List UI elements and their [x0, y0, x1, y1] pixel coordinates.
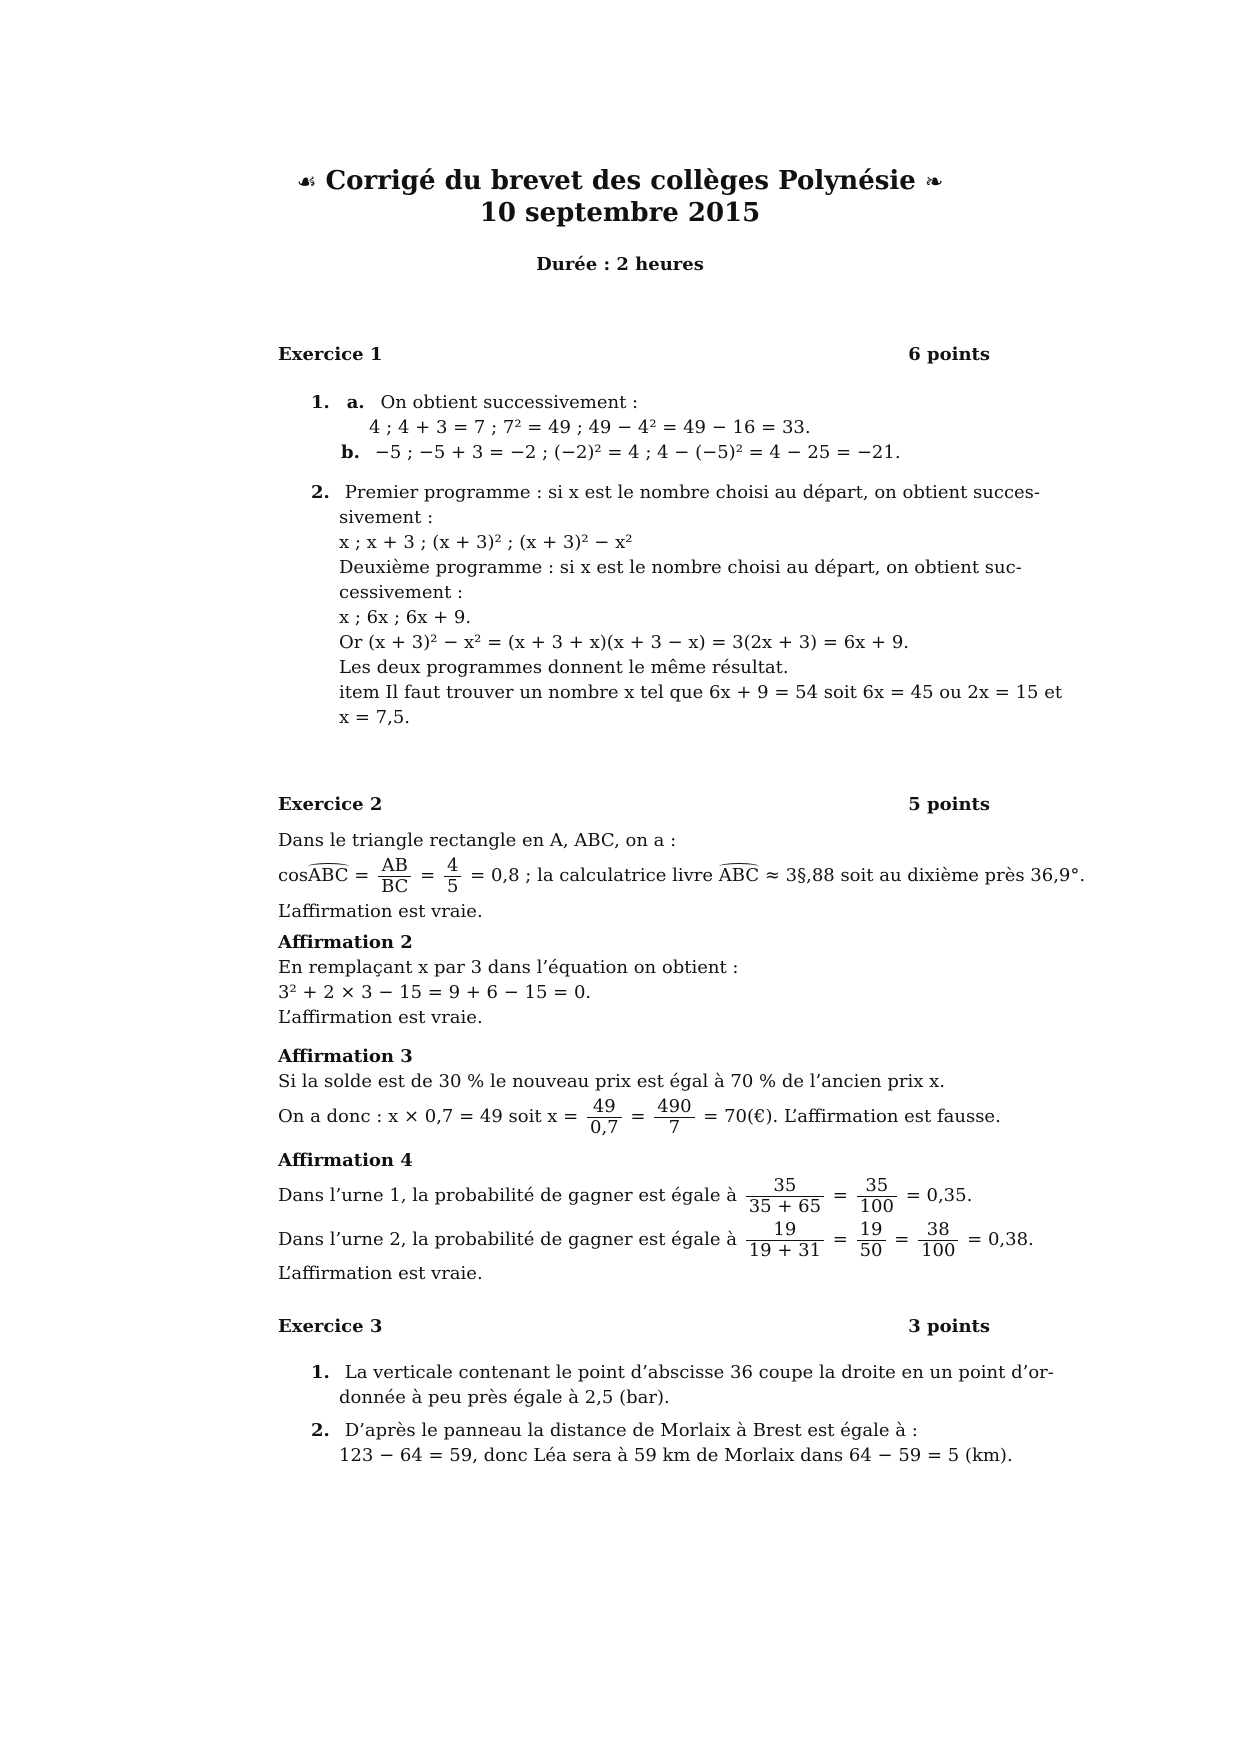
affirmation-2-line-1: En remplaçant x par 3 dans l’équation on obtient : — [278, 957, 739, 978]
fraction-denominator: 100 — [921, 1239, 956, 1261]
ex3-q2-number: 2. — [311, 1420, 330, 1441]
q2-line-1: Premier programme : si x est le nombre choisi au départ, on obtient succes- — [344, 482, 1040, 503]
exercise-1-q2 — [278, 480, 1063, 730]
ex3-q1-line-1: La verticale contenant le point d’abscisse 36 coupe la droite en un point d’or- — [344, 1362, 1054, 1383]
exercise-2-affirmation-4: Affirmation 4 Dans l’urne 1, la probabilité de gagner est égale à $\frac{35}{35 + 65}$ = $\frac{35}{100}$ = 0,35. Dans l’urne 2, la probabilité de gagner est égale à $\frac{19}{19 + 31}$ = $\frac{19}{50}$ = $\frac{38}{100}$ = 0,38. L’affirmation est vraie. — [278, 1150, 1034, 1284]
affirmation-3-prefix: On a donc : x × 0,7 = 49 soit x = — [278, 1106, 579, 1127]
fraction-38-100 — [918, 1220, 958, 1261]
exercise-3-title: Exercice 3 — [278, 1316, 383, 1337]
q2-number: 2. — [311, 482, 330, 503]
q1b-calculation: −5 ; −5 + 3 = −2 ; (−2)² = 4 ; 4 − (−5)² = 4 − 25 = −21. — [374, 442, 901, 463]
q1a-calculation: 4 ; 4 + 3 = 7 ; 7² = 49 ; 49 − 4² = 49 − 16 = 33. — [369, 417, 811, 438]
affirmation-4-conclusion: L’affirmation est vraie. — [278, 1263, 483, 1284]
fraction-numerator: 49 — [587, 1097, 622, 1118]
q2-line-4: Deuxième programme : si x est le nombre choisi au départ, on obtient suc- — [339, 557, 1022, 578]
fraction-denominator: 35 + 65 — [748, 1195, 822, 1217]
fraction-ab-bc — [378, 856, 411, 897]
affirmation-4-title: Affirmation 4 — [278, 1150, 413, 1171]
flourish-left-icon: ☙ — [296, 170, 317, 195]
fraction-49-0-7 — [587, 1097, 622, 1138]
exercise-3-q2 — [278, 1418, 1013, 1468]
q2-line-7: Or (x + 3)² − x² = (x + 3 + x)(x + 3 − x) = 3(2x + 3) = 6x + 9. — [339, 632, 910, 653]
fraction-denominator: 5 — [446, 875, 459, 897]
exercise-1-title: Exercice 1 — [278, 344, 383, 365]
title-line-1: Corrigé du brevet des collèges Polynésie — [325, 166, 916, 196]
q1a-intro: On obtient successivement : — [380, 392, 639, 413]
exercise-2-affirmation-3: Affirmation 3 Si la solde est de 30 % le nouveau prix est égal à 70 % de l’ancien prix x. On a donc : x × 0,7 = 49 soit x = $\frac{49}{0,7}$ = $\frac{490}{7}$ = 70(€). L’affirmation est fausse. — [278, 1046, 1001, 1138]
q2-line-5: cessivement : — [339, 582, 464, 603]
exercise-3-header — [278, 1316, 990, 1337]
duration: Durée : 2 heures — [536, 254, 704, 275]
q2-line-9: item Il faut trouver un nombre x tel que 6x + 9 = 54 soit 6x = 45 ou 2x = 15 et — [339, 682, 1063, 703]
exercise-2-affirmation-1: Dans le triangle rectangle en A, ABC, on a : cosABC = $\frac{AB}{BC}$ = $\frac{4}{5}$ = 0,8 ; la calculatrice livre ABC ≈ 3§,88 soit au dixième près 36,9°. L’affirmation est vraie. — [278, 830, 1086, 922]
affirmation-4-urn-1-tail: = 0,35. — [905, 1185, 973, 1206]
affirmation-3-line-1: Si la solde est de 30 % le nouveau prix est égal à 70 % de l’ancien prix x. — [278, 1071, 945, 1092]
title-line-2: 10 septembre 2015 — [479, 198, 761, 228]
exercise-3-points: 3 points — [908, 1316, 990, 1337]
cos-tail: = 0,8 ; la calculatrice livre — [470, 865, 714, 886]
exercise-2-affirmation-2 — [278, 930, 990, 1030]
fraction-35-35-65 — [746, 1176, 824, 1217]
affirmation-4-urn-2-prefix: Dans l’urne 2, la probabilité de gagner est égale à — [278, 1229, 737, 1250]
exercise-2-points: 5 points — [908, 794, 990, 815]
q1-number: 1. — [311, 392, 330, 413]
flourish-right-icon: ❧ — [924, 170, 944, 195]
ex3-q1-number: 1. — [311, 1362, 330, 1383]
cos-prefix: cos — [278, 865, 309, 886]
exercise-1-header — [278, 344, 990, 365]
fraction-denominator: 0,7 — [590, 1116, 619, 1138]
affirmation-2-conclusion: L’affirmation est vraie. — [278, 1007, 483, 1028]
fraction-numerator: AB — [378, 856, 411, 877]
exercise-3-q1 — [278, 1360, 1054, 1410]
fraction-490-7 — [654, 1097, 694, 1138]
fraction-denominator: 19 + 31 — [748, 1239, 822, 1261]
exercise-1-q1 — [278, 390, 990, 465]
fraction-numerator: 490 — [654, 1097, 694, 1118]
fraction-denominator: BC — [381, 875, 409, 897]
affirmation-4-urn-1-prefix: Dans l’urne 1, la probabilité de gagner est égale à — [278, 1185, 737, 1206]
q2-line-10: x = 7,5. — [339, 707, 411, 728]
fraction-numerator: 38 — [918, 1220, 958, 1241]
fraction-numerator: 4 — [444, 856, 461, 877]
exercise-1-points: 6 points — [908, 344, 990, 365]
fraction-denominator: 50 — [859, 1239, 883, 1261]
fraction-19-50 — [857, 1220, 886, 1261]
fraction-35-100 — [857, 1176, 897, 1217]
ex3-q2-line-2: 123 − 64 = 59, donc Léa sera à 59 km de Morlaix dans 64 − 59 = 5 (km). — [339, 1445, 1013, 1466]
affirmation-1-conclusion: L’affirmation est vraie. — [278, 901, 483, 922]
fraction-numerator: 19 — [857, 1220, 886, 1241]
document-title — [0, 166, 1240, 196]
angle-abc: ABC — [308, 862, 348, 886]
q2-line-3: x ; x + 3 ; (x + 3)² ; (x + 3)² − x² — [339, 532, 633, 553]
angle-abc-2: ABC — [719, 862, 759, 886]
q2-line-8: Les deux programmes donnent le même résultat. — [339, 657, 789, 678]
q1a-label: a. — [346, 392, 365, 413]
q2-line-2: sivement : — [339, 507, 434, 528]
cos-result: ≈ 3§,88 soit au dixième près 36,9°. — [764, 865, 1086, 886]
ex3-q2-line-1: D’après le panneau la distance de Morlaix à Brest est égale à : — [344, 1420, 918, 1441]
exercise-2-title: Exercice 2 — [278, 794, 383, 815]
fraction-numerator: 19 — [746, 1220, 824, 1241]
affirmation-4-urn-2-tail: = 0,38. — [967, 1229, 1034, 1250]
ex2-intro: Dans le triangle rectangle en A, ABC, on a : — [278, 830, 677, 851]
fraction-denominator: 7 — [668, 1116, 681, 1138]
affirmation-3-title: Affirmation 3 — [278, 1046, 413, 1067]
affirmation-2-line-2: 3² + 2 × 3 − 15 = 9 + 6 − 15 = 0. — [278, 982, 592, 1003]
q2-line-6: x ; 6x ; 6x + 9. — [339, 607, 472, 628]
ex3-q1-line-2: donnée à peu près égale à 2,5 (bar). — [339, 1387, 670, 1408]
fraction-4-5 — [444, 856, 461, 897]
q1b-label: b. — [341, 442, 360, 463]
affirmation-2-title: Affirmation 2 — [278, 932, 413, 953]
fraction-numerator: 35 — [746, 1176, 824, 1197]
fraction-numerator: 35 — [857, 1176, 897, 1197]
fraction-19-19-31 — [746, 1220, 824, 1261]
fraction-denominator: 100 — [859, 1195, 894, 1217]
affirmation-3-tail: = 70(€). L’affirmation est fausse. — [703, 1106, 1001, 1127]
exercise-2-header — [278, 794, 990, 815]
